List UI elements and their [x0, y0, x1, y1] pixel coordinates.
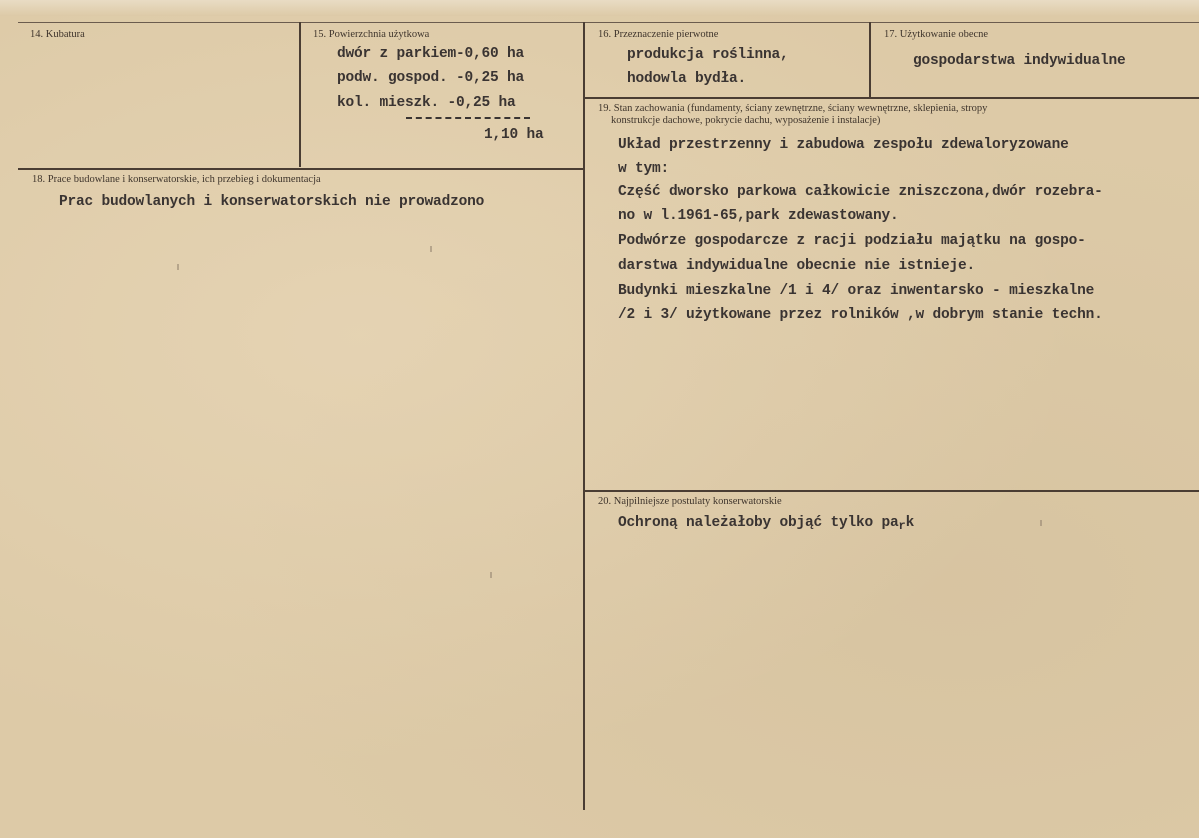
- sum-rule: [406, 117, 530, 119]
- field-19-label-line-1: 19. Stan zachowania (fundamenty, ściany zewnętrzne, ściany wewnętrzne, sklepienia, stropy: [598, 103, 988, 114]
- field-18-value: Prac budowlanych i konserwatorskich nie prowadzono: [59, 194, 485, 210]
- field-20-value: [618, 515, 914, 532]
- field-19-line-5: Podwórze gospodarcze z racji podziału majątku na gospo-: [618, 233, 1086, 249]
- field-15-line-3: kol. mieszk. -0,25 ha: [337, 95, 516, 111]
- field-15-line-1: dwór z parkiem-0,60 ha: [337, 46, 525, 62]
- field-19-label-line-2: konstrukcje dachowe, pokrycie dachu, wyposażenie i instalacje): [611, 115, 881, 126]
- field-19-line-6: darstwa indywidualne obecnie nie istnieje.: [618, 258, 976, 274]
- paper-speck: [1040, 520, 1042, 526]
- field-20-value-sub: r: [898, 519, 906, 533]
- rule-h-16-19: [584, 97, 1199, 99]
- paper-speck: [430, 246, 432, 252]
- paper-edge: [0, 0, 1199, 16]
- field-20-label: 20. Najpilniejsze postulaty konserwatorskie: [598, 496, 782, 507]
- field-19-line-4: no w l.1961-65,park zdewastowany.: [618, 208, 899, 224]
- field-19-line-7: Budynki mieszkalne /1 i 4/ oraz inwentarsko - mieszkalne: [618, 283, 1095, 299]
- field-19-line-3: Część dworsko parkowa całkowicie zniszczona,dwór rozebra-: [618, 184, 1103, 200]
- paper-speck: [177, 264, 179, 270]
- field-19-line-8: /2 i 3/ użytkowane przez rolników ,w dobrym stanie techn.: [618, 307, 1103, 323]
- rule-v-main: [583, 22, 585, 810]
- field-16-label: 16. Przeznaczenie pierwotne: [598, 29, 719, 40]
- paper-speck: [490, 572, 492, 578]
- field-20-value-end: k: [905, 515, 915, 531]
- field-16-line-1: produkcja roślinna,: [627, 47, 789, 63]
- field-14-label: 14. Kubatura: [30, 29, 85, 40]
- field-15-label: 15. Powierzchnia użytkowa: [313, 29, 430, 40]
- field-18-label: 18. Prace budowlane i konserwatorskie, ich przebieg i dokumentacja: [32, 174, 321, 185]
- field-16-line-2: hodowla bydła.: [627, 71, 747, 87]
- rule-v-14-15: [299, 22, 301, 167]
- field-17-label: 17. Użytkowanie obecne: [884, 29, 989, 40]
- field-15-line-2: podw. gospod. -0,25 ha: [337, 70, 525, 86]
- field-19-line-1: Układ przestrzenny i zabudowa zespołu zdewaloryzowane: [618, 137, 1069, 153]
- field-17-value: gospodarstwa indywidualne: [913, 53, 1126, 69]
- field-19-line-2: w tym:: [618, 161, 670, 177]
- field-20-value-main: Ochroną należałoby objąć tylko pa: [618, 515, 899, 531]
- rule-h-19-20: [584, 490, 1199, 492]
- rule-top: [18, 22, 1199, 23]
- rule-h-15-18: [18, 168, 584, 170]
- field-15-total: 1,10 ha: [484, 127, 544, 143]
- rule-v-16-17: [869, 22, 871, 98]
